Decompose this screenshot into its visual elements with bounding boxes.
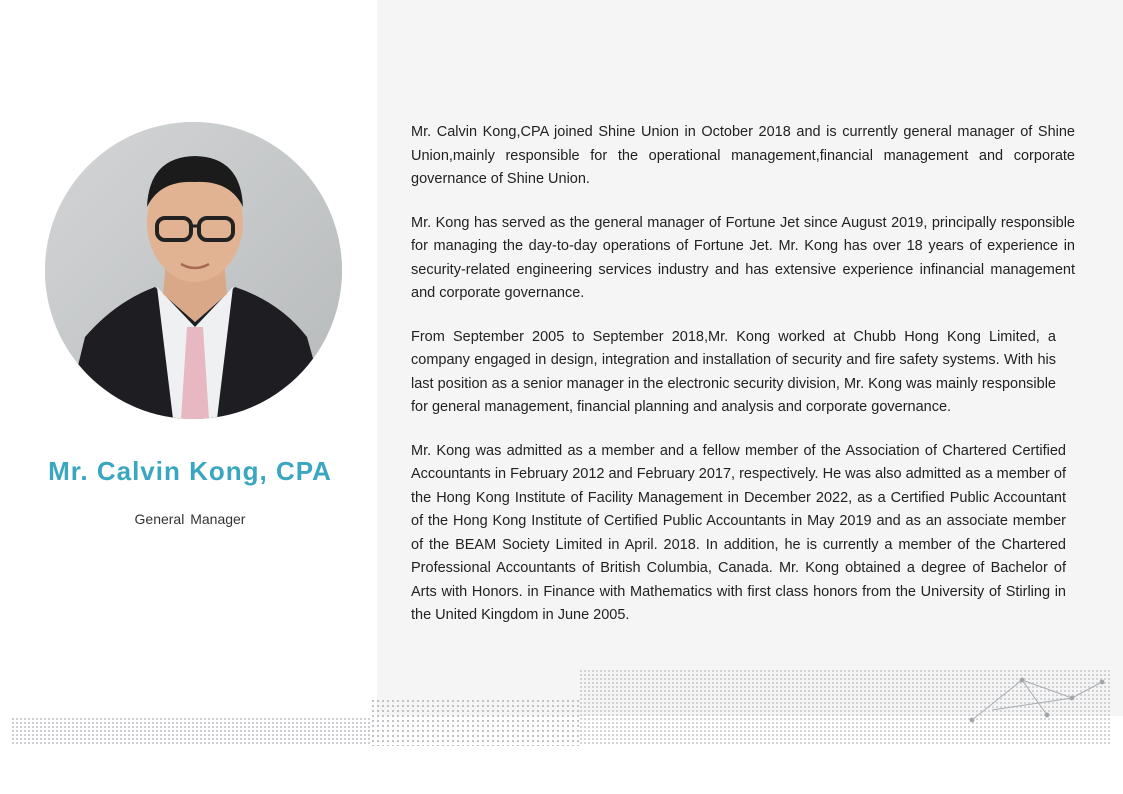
- bio-paragraph: Mr. Calvin Kong,CPA joined Shine Union in October 2018 and is currently general manager of Shine Union,mainly responsible for the operational management,financial management and corporate governance of Shine Union.: [411, 124, 1075, 187]
- biography: [411, 121, 1075, 628]
- bio-paragraph: From September 2005 to September 2018,Mr. Kong worked at Chubb Hong Kong Limited, a company engaged in design, integration and installation of security and fire safety systems. With his last position as a senior manager in the electronic security division, Mr. Kong was mainly responsible for general management, financial planning and analysis and corporate governance.: [411, 328, 1056, 415]
- profile-photo: [45, 122, 342, 419]
- bio-paragraph: Mr. Kong was admitted as a member and a fellow member of the Association of Chartered Certified Accountants in February 2012 and February 2017, respectively. He was also admitted as a member of the Hong Kong Institute of Facility Management in December 2022, as a Certified Public Accountant of the Hong Kong Institute of Certified Public Accountants in May 2019 and as an associate member of the BEAM Society Limited in April. 2018. In addition, he is currently a member of the Chartered Professional Accountants of British Columbia, Canada. Mr. Kong obtained a degree of Bachelor of Arts with Honors. in Finance with Mathematics with first class honors from the University of Stirling in the United Kingdom in June 2005.: [411, 442, 1066, 623]
- person-name: Mr. Calvin Kong, CPA: [48, 456, 332, 486]
- bio-paragraph: Mr. Kong has served as the general manager of Fortune Jet since August 2019, principally responsible for managing the day-to-day operations of Fortune Jet. Mr. Kong has over 18 years of experience in security-related engineering services industry and has extensive experience infinancial management and corporate governance.: [411, 214, 1075, 301]
- person-title: General Manager: [134, 511, 246, 527]
- decorative-dot-pattern: [12, 670, 1112, 748]
- person-portrait-icon: [45, 122, 342, 419]
